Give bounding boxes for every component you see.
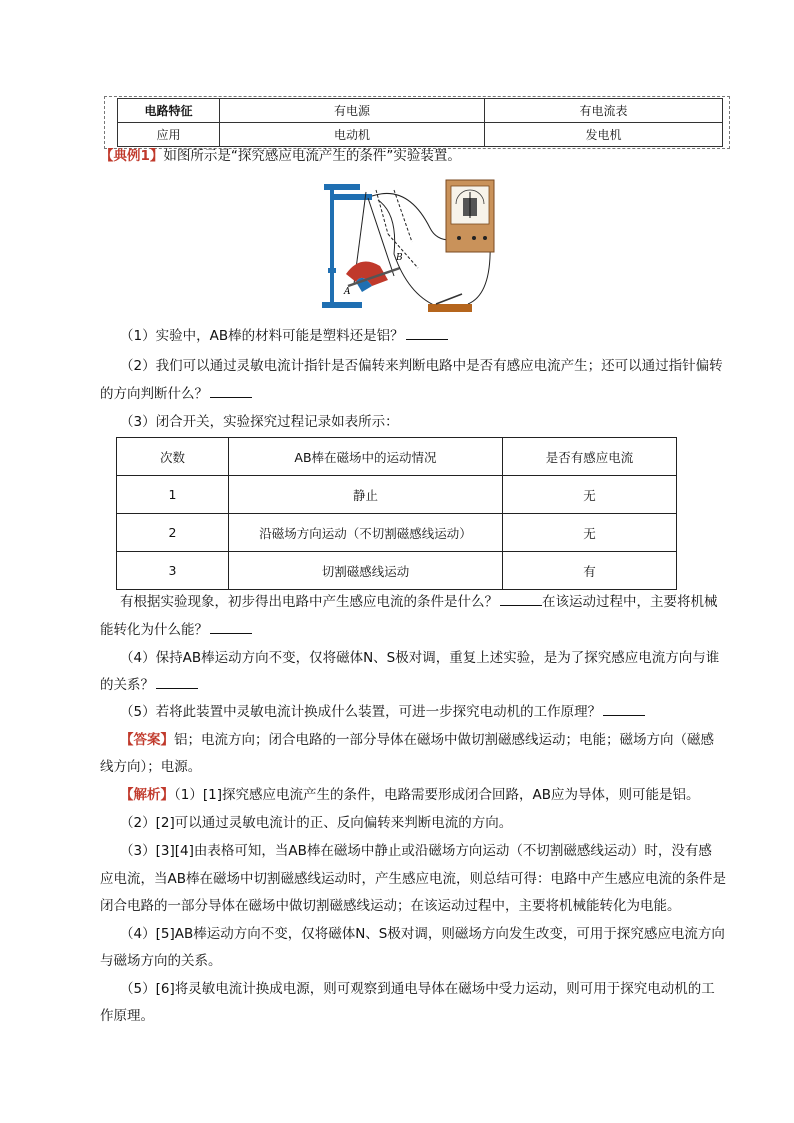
table-cell: 有电源 [220, 99, 485, 123]
question-text: 的方向判断什么？ [100, 386, 208, 402]
table-row [117, 514, 677, 552]
table-row [117, 552, 677, 590]
analysis-tag: 【解析】 [120, 787, 174, 803]
label-a: A [344, 287, 351, 297]
table-header-row [117, 438, 677, 476]
answer-blank [406, 327, 448, 340]
table-cell: 无 [503, 514, 677, 552]
experiment-figure [318, 174, 498, 322]
wire [388, 234, 418, 268]
answer-blank [500, 593, 542, 606]
analysis-line5a: （5）[6]将灵敏电流计换成电源，则可观察到通电导体在磁场中受力运动，则可用于探究电动机的工 [120, 981, 715, 997]
question-4-line2 [100, 676, 730, 695]
analysis-line2: （2）[2]可以通过灵敏电流计的正、反向偏转来判断电流的方向。 [120, 815, 513, 831]
stand-base [322, 302, 362, 308]
terminal [472, 236, 476, 240]
switch-lever [436, 294, 462, 304]
example-intro: 如图所示是“探究感应电流产生的条件”实验装置。 [163, 148, 461, 164]
stand-pole [330, 186, 334, 304]
example-tag: 【典例1】 [100, 148, 164, 164]
analysis-line3b: 应电流，当AB棒在磁场中切割磁感线运动时，产生感应电流，则总结可得：电路中产生感应电流的条件是 [100, 871, 726, 887]
question-4-line1: （4）保持AB棒运动方向不变，仅将磁体N、S极对调，重复上述实验，是为了探究感应电流方向与谁 [120, 650, 720, 666]
table-cell: 沿磁场方向运动（不切割磁感线运动） [229, 514, 503, 552]
question-2-line2 [100, 385, 730, 404]
question-3: （3）闭合开关，实验探究过程记录如表所示： [120, 414, 399, 430]
table-cell: 无 [503, 476, 677, 514]
table-cell: 电路特征 [118, 99, 220, 123]
analysis-text: （1）[1]探究感应电流产生的条件，电路需要形成闭合回路，AB应为导体，则可能是铝。 [174, 787, 700, 803]
switch-base [428, 304, 472, 312]
stand-clamp [328, 268, 336, 273]
question-text: 能转化为什么能？ [100, 622, 208, 638]
table-row [118, 99, 723, 123]
question-2-line1: （2）我们可以通过灵敏电流计指针是否偏转来判断电路中是否有感应电流产生；还可以通过指针偏转 [120, 358, 723, 374]
wire [394, 190, 412, 242]
analysis-line5b: 作原理。 [100, 1008, 154, 1024]
answer-blank [210, 621, 252, 634]
terminal [457, 236, 461, 240]
question-3-followup-line2 [100, 621, 730, 640]
question-1 [120, 327, 750, 346]
table-cell: 有电流表 [485, 99, 723, 123]
analysis-line3c: 闭合电路的一部分导体在磁场中做切割磁感线运动；在该运动过程中，主要将机械能转化为电能。 [100, 898, 681, 914]
table-cell: 切割磁感线运动 [229, 552, 503, 590]
feature-table [104, 96, 730, 149]
experiment-table [116, 437, 677, 590]
analysis-line4a: （4）[5]AB棒运动方向不变，仅将磁体N、S极对调，则磁场方向发生改变，可用于探究感应电流方向 [120, 926, 725, 942]
analysis-line1 [120, 786, 750, 805]
table-cell: 电动机 [220, 123, 485, 147]
question-text: （5）若将此装置中灵敏电流计换成什么装置，可进一步探究电动机的工作原理？ [120, 704, 602, 720]
stand-arm [324, 184, 360, 190]
analysis-line3a: （3）[3][4]由表格可知，当AB棒在磁场中静止或沿磁场方向运动（不切割磁感线运动）时，没有感 [120, 843, 712, 859]
table-cell: 应用 [118, 123, 220, 147]
table-cell: 有 [503, 552, 677, 590]
question-text: 的关系？ [100, 677, 154, 693]
table-cell: 静止 [229, 476, 503, 514]
label-b: B [396, 253, 403, 263]
terminal [483, 236, 487, 240]
table-header: 次数 [117, 438, 229, 476]
table-row [117, 476, 677, 514]
answer-text: 铝；电流方向；闭合电路的一部分导体在磁场中做切割磁感线运动；电能；磁场方向（磁感 [174, 732, 714, 748]
question-3-followup-line1 [120, 593, 750, 612]
table-cell: 2 [117, 514, 229, 552]
answer-tag: 【答案】 [120, 732, 174, 748]
table-cell: 3 [117, 552, 229, 590]
table-row [118, 123, 723, 147]
table-header: AB棒在磁场中的运动情况 [229, 438, 503, 476]
analysis-line4b: 与磁场方向的关系。 [100, 953, 222, 969]
answer-line1 [120, 731, 750, 750]
example-heading [100, 147, 730, 166]
question-5 [120, 703, 750, 722]
table-cell: 1 [117, 476, 229, 514]
question-text: （1）实验中，AB棒的材料可能是塑料还是铝？ [120, 328, 404, 344]
table-header: 是否有感应电流 [503, 438, 677, 476]
answer-blank [603, 703, 645, 716]
answer-blank [210, 385, 252, 398]
question-text: 有根据实验现象，初步得出电路中产生感应电流的条件是什么？ [120, 594, 498, 610]
answer-blank [156, 676, 198, 689]
table-cell: 发电机 [485, 123, 723, 147]
answer-line2: 线方向）；电源。 [100, 759, 202, 775]
question-text: 在该运动过程中，主要将机械 [542, 594, 718, 610]
